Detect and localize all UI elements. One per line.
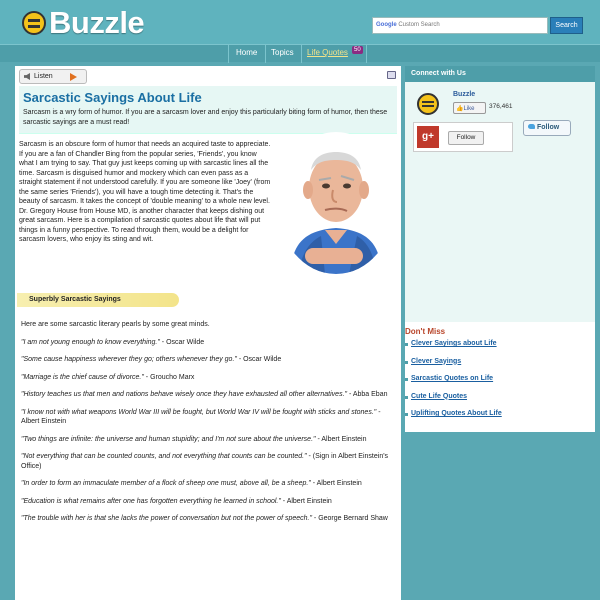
google-plus-icon: g+	[417, 126, 439, 148]
quote-author: - Albert Einstein	[315, 435, 367, 443]
nav-divider	[228, 45, 229, 63]
facebook-page-name[interactable]: Buzzle	[453, 91, 476, 98]
search-input[interactable]	[372, 17, 548, 34]
quote-item	[21, 338, 396, 348]
connect-heading: Connect with Us	[405, 66, 595, 82]
like-label: Like	[463, 106, 475, 112]
quote-text: "Some cause happiness wherever they go; others whenever they go."	[21, 356, 237, 363]
search-button[interactable]: Search	[550, 17, 583, 34]
thumbs-up-icon: 👍	[456, 106, 464, 112]
dont-miss-link[interactable]: Clever Sayings about Life	[405, 338, 591, 356]
google-plus-box	[413, 122, 513, 152]
facebook-like-button[interactable]	[453, 102, 486, 114]
article-panel	[15, 66, 401, 600]
quote-author: - Oscar Wilde	[159, 338, 205, 346]
speaker-icon	[24, 73, 30, 80]
intro-paragraph: Sarcasm is an obscure form of humor that needs an acquired taste to appreciate. If you are a fan of Chandler Bing from the popular series, 'Friends', you know what I am trying to say. That guy just keeps coming up with sarcastic lines all the time. Sarcasm is disguised humor and mockery which can even pass as a straight statement if not understood carefully. If you are someone like 'Joey' (from the same series 'Friends'), you will have a tough time detecting it. That's the beauty of sarcasm. It takes the concept of 'double meaning' to a whole new level. Dr. Gregory House from House MD, is another character that keeps dishing out great sarcasm. Here is a compilation of sarcastic quotes about life that will put things in a funny perspective. To read through them, would be a delight for sarcasm lovers, who enjoy its sting and wit.	[19, 141, 271, 243]
quote-item	[21, 514, 396, 524]
google-label: Google	[376, 22, 397, 28]
twitter-follow-button[interactable]	[523, 120, 571, 136]
quote-item	[21, 497, 396, 507]
buzzle-logo[interactable]	[22, 6, 144, 40]
main-nav	[0, 44, 600, 62]
old-man-photo	[277, 132, 395, 274]
quote-item	[21, 408, 396, 427]
quote-author: - George Bernard Shaw	[311, 515, 388, 522]
twitter-follow-label: Follow	[537, 124, 560, 131]
section-intro: Here are some sarcastic literary pearls by some great minds.	[21, 321, 210, 328]
nav-divider	[265, 45, 266, 63]
quote-text: "In order to form an immaculate member of a flock of sheep one must, above all, be a sheep."	[21, 480, 311, 487]
listen-label: Listen	[34, 73, 53, 80]
nav-divider	[301, 45, 302, 63]
nav-topics[interactable]: Topics	[271, 48, 294, 57]
facebook-box	[413, 88, 583, 118]
quote-text: "History teaches us that men and nations behave wisely once they have exhausted all other alternatives."	[21, 391, 347, 398]
nav-home[interactable]: Home	[236, 48, 258, 57]
quote-text: "I am not young enough to know everything."	[21, 338, 160, 346]
dont-miss-link[interactable]: Uplifting Quotes About Life	[405, 408, 591, 426]
dont-miss-list	[405, 338, 591, 426]
quote-item	[21, 435, 396, 445]
print-icon[interactable]	[387, 71, 396, 79]
dont-miss-link[interactable]: Cute Life Quotes	[405, 391, 591, 409]
quote-text: "Marriage is the chief cause of divorce."	[21, 373, 144, 381]
dont-miss-link[interactable]: Sarcastic Quotes on Life	[405, 373, 591, 391]
quote-item	[21, 479, 396, 489]
quote-text: "I know not with what weapons World War III will be fought, but World War IV will be fought with sticks and stones."	[21, 408, 377, 416]
quote-text: "Two things are infinite: the universe and human stupidity; and I'm not sure about the universe."	[21, 435, 316, 443]
quote-text: "Not everything that can be counted counts, and not everything that counts can be counted."	[21, 453, 307, 460]
quote-item	[21, 373, 396, 383]
quote-author: - Albert Einstein	[280, 497, 332, 505]
quotes-list	[21, 320, 396, 532]
quote-text: "The trouble with her is that she lacks the power of conversation but not the power of speech."	[21, 515, 312, 522]
section-heading: Superbly Sarcastic Sayings	[17, 293, 179, 307]
bee-logo-icon	[22, 11, 46, 35]
nav-life-quotes[interactable]: Life Quotes	[307, 48, 348, 57]
twitter-bird-icon	[528, 124, 535, 129]
page-title: Sarcastic Sayings About Life	[23, 90, 202, 105]
connect-sidebar	[405, 66, 595, 326]
quote-author: - (Sign in Albert Einstein's Office)	[21, 453, 389, 470]
quote-author: - Oscar Wilde	[236, 356, 282, 363]
quote-author: - Groucho Marx	[143, 373, 195, 381]
quote-item	[21, 452, 396, 471]
quote-text: "Education is what remains after one has forgotten everything he learned in school."	[21, 497, 281, 505]
dont-miss-box	[405, 322, 595, 432]
like-count: 376,461	[489, 103, 513, 110]
nav-divider	[366, 45, 367, 63]
play-icon[interactable]	[70, 73, 77, 81]
quote-author: - Abba Eban	[347, 391, 388, 398]
dont-miss-heading: Don't Miss	[405, 327, 446, 336]
quote-item	[21, 390, 396, 400]
quote-author: - Albert Einstein	[21, 408, 381, 425]
buzzle-bee-icon	[416, 92, 440, 116]
article-toolbar	[19, 69, 397, 86]
quote-author: - Albert Einstein	[310, 480, 362, 487]
nav-count-badge: 50	[354, 47, 361, 53]
google-plus-follow-button[interactable]: Follow	[448, 131, 484, 145]
quote-item	[21, 355, 396, 365]
site-header	[0, 0, 600, 44]
dont-miss-link[interactable]: Clever Sayings	[405, 356, 591, 374]
listen-button[interactable]	[19, 69, 87, 84]
title-box	[19, 86, 397, 134]
search-placeholder: Custom Search	[398, 22, 440, 28]
page-subtitle: Sarcasm is a wry form of humor. If you are a sarcasm lover and enjoy this particularly biting form of humor, then these sarcastic sayings are a must read!	[23, 109, 388, 126]
brand-name: Buzzle	[49, 5, 145, 40]
